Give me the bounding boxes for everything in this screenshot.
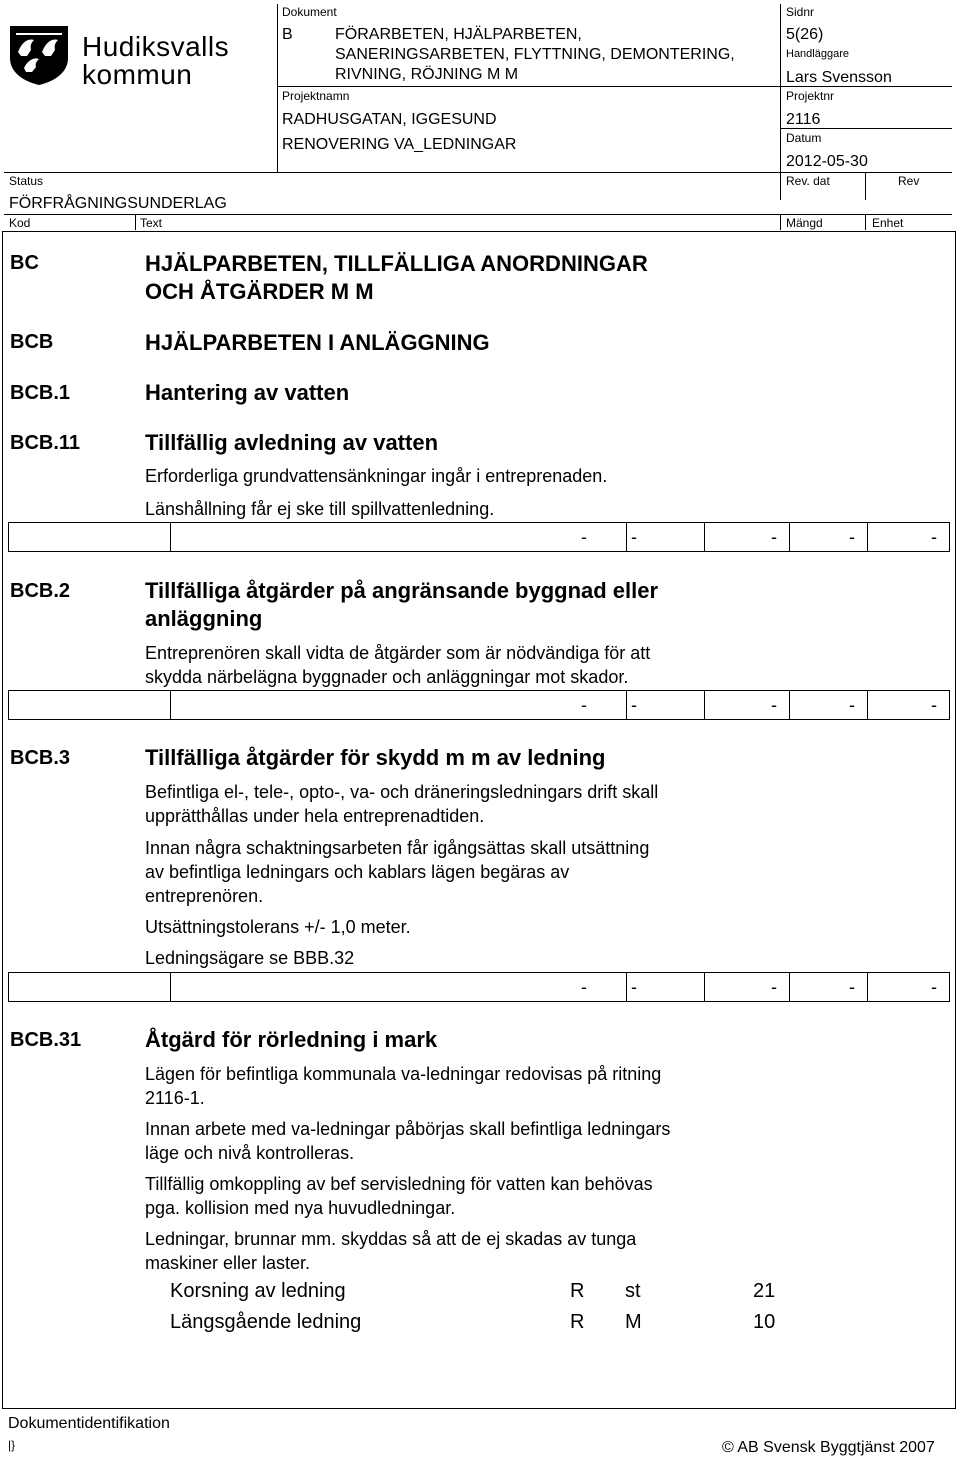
code-bcb11: BCB.11 <box>10 432 81 454</box>
bcb31-text-6: pga. kollision med nya huvudledningar. <box>145 1198 456 1218</box>
dash: - <box>771 977 777 997</box>
heading-bcb1: Hantering av vatten <box>145 380 350 405</box>
code-bc: BC <box>10 252 39 274</box>
dash: - <box>771 695 777 715</box>
bcb3-text-5: entreprenören. <box>145 886 264 906</box>
bcb31-text-4: läge och nivå kontrolleras. <box>145 1143 355 1163</box>
bcb31-text-5: Tillfällig omkoppling av bef servisledning för vatten kan behövas <box>145 1174 653 1194</box>
dash: - <box>931 977 937 997</box>
bcb3-text-3: Innan några schaktningsarbeten får igångsättas skall utsättning <box>145 838 650 858</box>
dash: - <box>771 527 777 547</box>
dash: - <box>631 527 637 547</box>
bcb2-text-2: skydda närbelägna byggnader och anläggningar mot skador. <box>145 667 629 687</box>
document-title-line1: FÖRARBETEN, HJÄLPARBETEN, <box>335 26 582 43</box>
heading-bcb2-line1: Tillfälliga åtgärder på angränsande byggnad eller <box>145 578 659 603</box>
dash: - <box>931 695 937 715</box>
bcb31-text-2: 2116-1. <box>145 1088 205 1108</box>
projektnamn-line1: RADHUSGATAN, IGGESUND <box>282 111 497 128</box>
heading-bc-line1: HJÄLPARBETEN, TILLFÄLLIGA ANORDNINGAR <box>145 251 648 276</box>
heading-bcb31: Åtgärd för rörledning i mark <box>145 1027 438 1052</box>
logo-name-line2: kommun <box>82 59 193 90</box>
bcb11-text-2: Länshållning får ej ske till spillvattenledning. <box>145 499 495 519</box>
item-qty: 10 <box>753 1311 776 1333</box>
revdat-label: Rev. dat <box>786 174 830 188</box>
col-enhet: Enhet <box>872 216 904 230</box>
dash: - <box>849 695 855 715</box>
item-unit: M <box>625 1311 642 1333</box>
copyright: © AB Svensk Byggtjänst 2007 <box>722 1439 935 1456</box>
status-value: FÖRFRÅGNINGSUNDERLAG <box>9 195 227 212</box>
col-text: Text <box>140 216 163 230</box>
handlaggare-label: Handläggare <box>786 48 849 60</box>
code-bcb: BCB <box>10 331 54 353</box>
col-mangd: Mängd <box>786 216 823 230</box>
projektnamn-label: Projektnamn <box>282 89 350 103</box>
item-text: Korsning av ledning <box>170 1280 346 1302</box>
document-label: Dokument <box>282 5 337 19</box>
quantity-row-bcb2 <box>8 690 950 720</box>
dash: - <box>849 977 855 997</box>
heading-bc-line2: OCH ÅTGÄRDER M M <box>145 279 374 304</box>
bcb31-text-8: maskiner eller laster. <box>145 1253 311 1273</box>
bcb3-text-1: Befintliga el-, tele-, opto-, va- och dräneringsledningars drift skall <box>145 782 659 802</box>
bcb31-text-7: Ledningar, brunnar mm. skyddas så att de ej skadas av tunga <box>145 1229 637 1249</box>
bcb3-text-4: av befintliga ledningars och kablars lägen begäras av <box>145 862 570 882</box>
rev-label: Rev <box>898 174 920 188</box>
heading-bcb2-line2: anläggning <box>145 606 263 631</box>
code-bcb1: BCB.1 <box>10 382 71 404</box>
goat-crest-icon <box>8 24 70 86</box>
bcb3-text-2: upprätthållas under hela entreprenadtiden. <box>145 806 485 826</box>
projektnamn-line2: RENOVERING VA_LEDNINGAR <box>282 136 517 153</box>
logo <box>8 24 230 90</box>
datum-value: 2012-05-30 <box>786 153 868 170</box>
dash: - <box>581 527 587 547</box>
col-kod: Kod <box>9 216 31 230</box>
item-code: R <box>570 1280 585 1302</box>
handlaggare-value: Lars Svensson <box>786 69 892 86</box>
item-qty: 21 <box>753 1280 776 1302</box>
bcb11-text-1: Erforderliga grundvattensänkningar ingår i entreprenaden. <box>145 466 608 486</box>
document-title-line2: SANERINGSARBETEN, FLYTTNING, DEMONTERING, <box>335 46 735 63</box>
heading-bcb11: Tillfällig avledning av vatten <box>145 430 439 455</box>
code-bcb2: BCB.2 <box>10 580 71 602</box>
bcb31-text-1: Lägen för befintliga kommunala va-ledningar redovisas på ritning <box>145 1064 662 1084</box>
datum-label: Datum <box>786 131 822 145</box>
bcb31-text-3: Innan arbete med va-ledningar påbörjas skall befintliga ledningars <box>145 1119 671 1139</box>
doc-id-label: Dokumentidentifikation <box>8 1415 170 1432</box>
heading-bcb3: Tillfälliga åtgärder för skydd m m av ledning <box>145 745 606 770</box>
quantity-row-bcb11 <box>8 522 950 552</box>
item-text: Längsgående ledning <box>170 1311 362 1333</box>
document-code: B <box>282 26 293 43</box>
dash: - <box>581 977 587 997</box>
sidnr-value: 5(26) <box>786 26 824 43</box>
heading-bcb: HJÄLPARBETEN I ANLÄGGNING <box>145 330 490 355</box>
code-bcb31: BCB.31 <box>10 1029 82 1051</box>
quantity-row-bcb3 <box>8 972 950 1002</box>
dash: - <box>849 527 855 547</box>
bcb2-text-1: Entreprenören skall vidta de åtgärder som är nödvändiga för att <box>145 643 651 663</box>
dash: - <box>931 527 937 547</box>
projektnr-value: 2116 <box>786 111 821 128</box>
sidnr-label: Sidnr <box>786 5 815 19</box>
document-title-line3: RIVNING, RÖJNING M M <box>335 66 519 83</box>
doc-id-value: |} <box>8 1438 16 1452</box>
code-bcb3: BCB.3 <box>10 747 71 769</box>
item-code: R <box>570 1311 585 1333</box>
dash: - <box>631 695 637 715</box>
bcb3-text-6: Utsättningstolerans +/- 1,0 meter. <box>145 917 411 937</box>
logo-name-line1: Hudiksvalls <box>82 31 230 62</box>
status-label: Status <box>9 174 44 188</box>
bcb3-text-7: Ledningsägare se BBB.32 <box>145 948 355 968</box>
dash: - <box>631 977 637 997</box>
item-unit: st <box>625 1280 641 1302</box>
dash: - <box>581 695 587 715</box>
projektnr-label: Projektnr <box>786 89 835 103</box>
